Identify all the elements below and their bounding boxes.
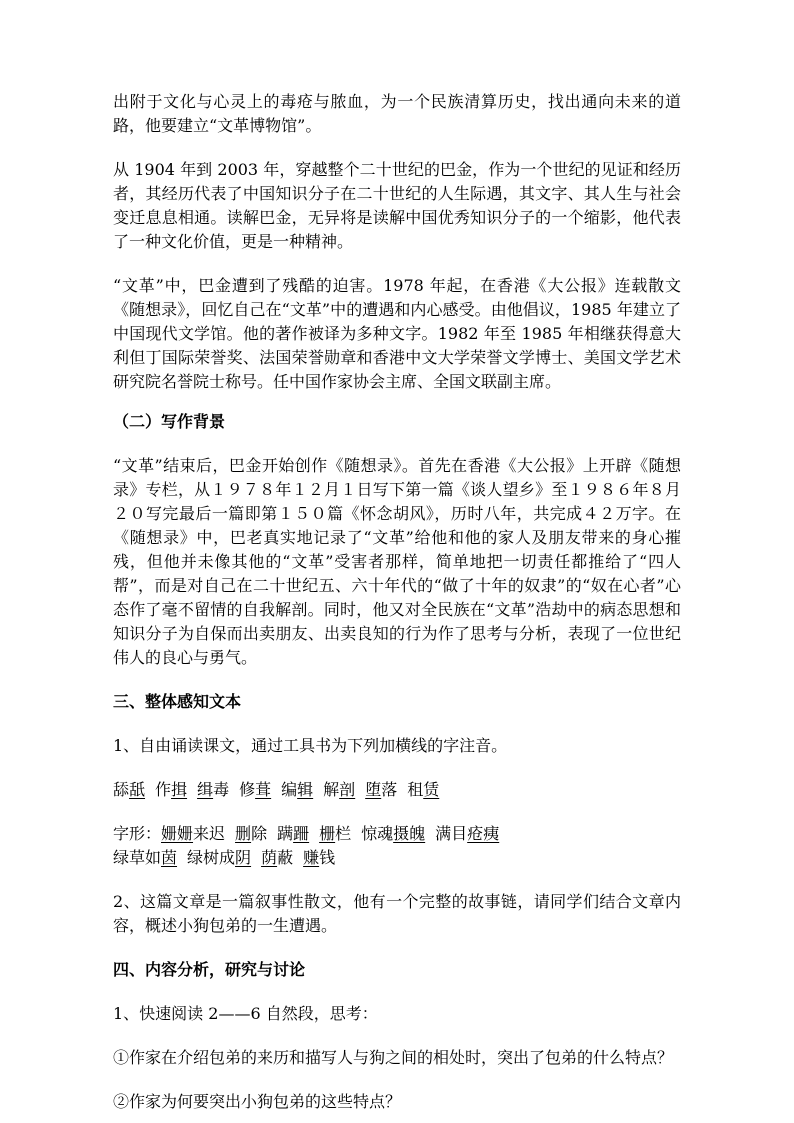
char-word-3: 蹒跚 [277,824,310,843]
question-why-traits: ②作家为何要突出小狗包弟的这些特点？ [113,1092,402,1111]
paragraph-cultural-revolution: “文革”中，巴金遭到了残酷的迫害。1978 年起，在香港《大公报》连载散文《随想录》，回忆自己在“文革”中的遭遇和内心感受。由他倡议，1985 年建立了中国现代文学馆。他的著作被译为多种文字。1982 年至 1985 年相继获得意大利但丁国际荣誉奖、法国荣誉勋章和香港中文大学荣誉文学博士、美国文学艺术研究院名誉院士称号。任中国作家协会主席、全国文联副主席。 [113,276,681,391]
heading-section-3: 三、整体感知文本 [113,692,242,711]
document-page [113,90,681,1114]
char-word-9: 荫蔽 [261,848,294,867]
question-traits: ①作家在介绍包弟的来历和描写人与狗之间的相处时，突出了包弟的什么特点？ [113,1048,674,1067]
word-1: 舔舐 [113,780,146,799]
heading-writing-background: （二）写作背景 [113,412,226,431]
char-word-1: 姗姗来迟 [161,824,226,843]
char-word-10: 赚钱 [303,848,336,867]
question-pronunciation: 1、自由诵读课文，通过工具书为下列加横线的字注音。 [113,736,508,755]
paragraph-bajin-century: 从 1904 年到 2003 年，穿越整个二十世纪的巴金，作为一个世纪的见证和经历者，其经历代表了中国知识分子在二十世纪的人生际遇，其文字、其人生与社会变迁息息相通。读解巴金，无异将是读解中国优秀知识分子的一个缩影，他代表了一种文化价值，更是一种精神。 [113,160,681,251]
char-forms-line-2 [113,846,681,870]
question-summary: 2、这篇文章是一篇叙事性散文，他有一个完整的故事链，请同学们结合文章内容，概述小狗包弟的一生遭遇。 [113,892,681,935]
word-3: 缉毒 [197,780,230,799]
char-word-7: 绿草如茵 [113,848,178,867]
char-word-4: 栅栏 [319,824,352,843]
word-2: 作揖 [155,780,188,799]
word-8: 租赁 [407,780,440,799]
char-word-8: 绿树成阴 [187,848,252,867]
word-6: 解剖 [323,780,356,799]
word-list [113,778,681,802]
question-fast-reading: 1、快速阅读 2——6 自然段，思考： [113,1004,378,1023]
paragraph-background: “文革”结束后，巴金开始创作《随想录》。首先在香港《大公报》上开辟《随想录》专栏，从１９７８年１２月１日写下第一篇《谈人望乡》至１９８６年８月２０写完最后一篇即第１５０篇《怀念胡风》，历时八年，共完成４２万字。在《随想录》中，巴老真实地记录了“文革”给他和他的家人及朋友带来的身心摧残，但他并未像其他的“文革”受害者那样，简单地把一切责任都推给了“四人帮”，而是对自己在二十世纪五、六十年代的“做了十年的奴隶”的“奴在心者”心态作了毫不留情的自我解剖。同时，他又对全民族在“文革”浩劫中的病态思想和知识分子为自保而出卖朋友、出卖良知的行为作了思考与分析，表现了一位世纪伟人的良心与勇气。 [113,456,681,667]
char-word-6: 满目疮痍 [435,824,500,843]
char-word-2: 删除 [235,824,268,843]
word-4: 修葺 [239,780,272,799]
paragraph-museum: 出附于文化与心灵上的毒疮与脓血，为一个民族清算历史，找出通向未来的道路，他要建立“文革博物馆”。 [113,92,681,135]
word-7: 堕落 [365,780,398,799]
char-forms-label: 字形： [113,824,162,843]
char-forms-line-1 [113,822,681,846]
word-5: 编辑 [281,780,314,799]
heading-section-4: 四、内容分析，研究与讨论 [113,960,306,979]
char-word-5: 惊魂摄魄 [361,824,426,843]
